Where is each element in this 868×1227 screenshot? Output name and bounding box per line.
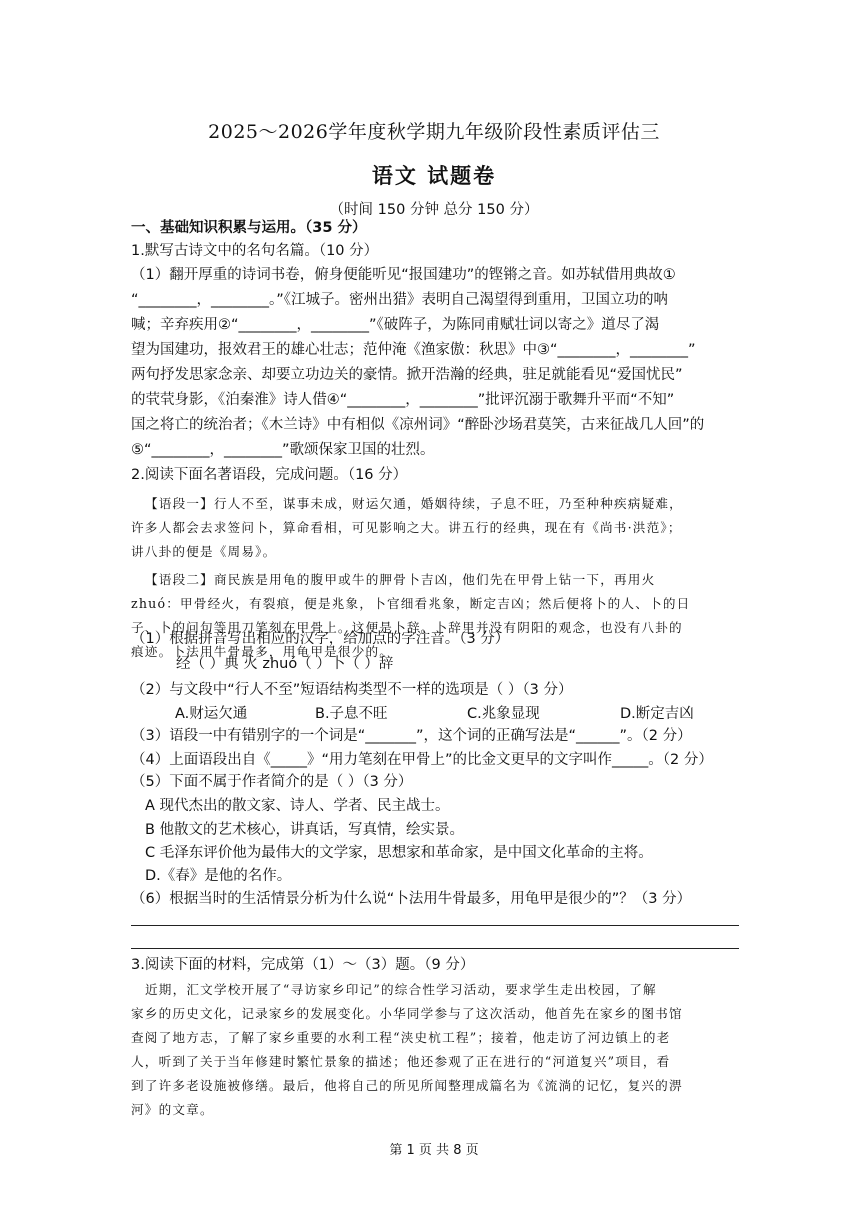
q2-sub5-option: A 现代杰出的散文家、诗人、学者、民主战士。	[145, 798, 450, 814]
q3-passage-line: 到了许多老设施被修缮。最后，他将自己的所见所闻整理成篇名为《流淌的记忆，复兴的淠	[131, 1078, 683, 1093]
q3-passage-line: 河》的文章。	[131, 1102, 214, 1117]
q1-line: 喊；辛弃疾用②“________，________”《破阵子，为陈同甫赋壮词以寄之》道尽了渴	[131, 317, 660, 333]
answer-line	[131, 948, 739, 949]
q1-line: （1）翻开厚重的诗词书卷，俯身便能听见“报国建功”的铿锵之音。如苏轼借用典故①	[131, 267, 676, 283]
passage-line: 【语段一】行人不至，谋事未成，财运欠通，婚姻待续，子息不旺，乃至种种疾病疑难，	[145, 496, 683, 511]
time-info: （时间 150 分钟 总分 150 分）	[329, 202, 539, 218]
q2-sub5-option: C 毛泽东评价他为最伟大的文学家，思想家和革命家，是中国文化革命的主将。	[145, 845, 653, 861]
q3-passage-line: 人，听到了关于当年修建时繁忙景象的描述；他还参观了正在进行的“河道复兴”项目，看	[131, 1054, 671, 1069]
answer-line	[131, 925, 739, 926]
passage-line: 子、卜的问句等用刀笔刻在甲骨上。这便是卜辞。卜辞里并没有阴阳的观念，也没有八卦的	[131, 620, 683, 635]
section-heading: 一、基础知识积累与运用。（35 分）	[131, 220, 367, 236]
passage-line: 讲八卦的便是《周易》。	[131, 544, 277, 559]
q1-title: 1.默写古诗文中的名句名篇。（10 分）	[131, 243, 379, 259]
q2-sub1-items: 经（ ）典 火 zhuó（ ）卜（ ）辞	[176, 656, 394, 672]
q2-sub3: （3）语段一中有错别字的一个词是“_______”，这个词的正确写法是“______”。（2 分）	[131, 728, 692, 744]
q3-title: 3.阅读下面的材料，完成第（1）～（3）题。（9 分）	[131, 957, 475, 973]
q1-line: 国之将亡的统治者；《木兰诗》中有相似《凉州词》“醉卧沙场君莫笑，古来征战几人回”的	[131, 417, 705, 433]
q2-sub6: （6）根据当时的生活情景分析为什么说“卜法用牛骨最多，用龟甲是很少的”？（3 分）	[131, 891, 692, 907]
q2-sub2: （2）与文段中“行人不至”短语结构类型不一样的选项是（ ）（3 分）	[131, 682, 573, 698]
q2-sub5: （5）下面不属于作者简介的是（ ）（3 分）	[131, 774, 413, 790]
passage-line: 【语段二】商民族是用龟的腹甲或牛的胛骨卜吉凶，他们先在甲骨上钻一下，再用火	[145, 572, 656, 587]
passage-line: zhuó：甲骨经火，有裂痕，便是兆象，卜官细看兆象，断定吉凶；然后便将卜的人、卜的日	[131, 596, 691, 611]
passage-line: 许多人都会去求签问卜，算命看相，可见影响之大。讲五行的经典，现在有《尚书·洪范》；	[131, 520, 682, 535]
q2-sub4: （4）上面语段出自《_____》“用力笔刻在甲骨上”的比金文更早的文字叫作_____。（2 分）	[131, 752, 713, 768]
q2-title: 2.阅读下面名著语段，完成问题。（16 分）	[131, 467, 408, 483]
q3-passage-line: 近期，汇文学校开展了“寻访家乡印记”的综合性学习活动，要求学生走出校园，了解	[145, 982, 657, 997]
passage-line: 痕迹。卜法用牛骨最多，用龟甲是很少的。	[131, 644, 394, 659]
option-d: D.断定吉凶	[620, 706, 694, 722]
q2-sub5-option: D.《春》是他的名作。	[145, 868, 292, 884]
exam-title: 2025～2026学年度秋学期九年级阶段性素质评估三	[208, 121, 660, 143]
q3-passage-line: 家乡的历史文化，记录家乡的发展变化。小华同学参与了这次活动，他首先在家乡的图书馆	[131, 1006, 683, 1021]
q3-passage-line: 查阅了地方志，了解了家乡重要的水利工程“浃史杭工程”；接着，他走访了河边镇上的老	[131, 1030, 671, 1045]
q1-line: “________，________。”《江城子。密州出猎》表明自己渴望得到重用，卫国立功的呐	[131, 292, 669, 308]
q1-line: 的茕茕身影，《泊秦淮》诗人借④“________，________”批评沉溺于歌舞升平而“不知”	[131, 392, 675, 408]
q1-line: ⑤“________，________”歌颂保家卫国的壮烈。	[131, 442, 435, 458]
q2-sub5-option: B 他散文的艺术核心，讲真话，写真情，绘实景。	[145, 822, 465, 838]
q2-sub1: （1）根据拼音写出相应的汉字，给加点的字注音。（3 分）	[131, 631, 510, 647]
q1-line: 两句抒发思家念亲、却要立功边关的豪情。掀开浩瀚的经典，驻足就能看见“爱国忧民”	[131, 367, 683, 383]
option-a: A.财运欠通	[175, 706, 248, 722]
subject-title: 语文 试题卷	[371, 164, 497, 188]
option-b: B.子息不旺	[315, 706, 388, 722]
option-c: C.兆象显现	[467, 706, 540, 722]
q1-line: 望为国建功，报效君王的雄心壮志；范仲淹《渔家傲：秋思》中③“________，________”	[131, 342, 696, 358]
page-footer: 第 1 页 共 8 页	[389, 1143, 479, 1158]
